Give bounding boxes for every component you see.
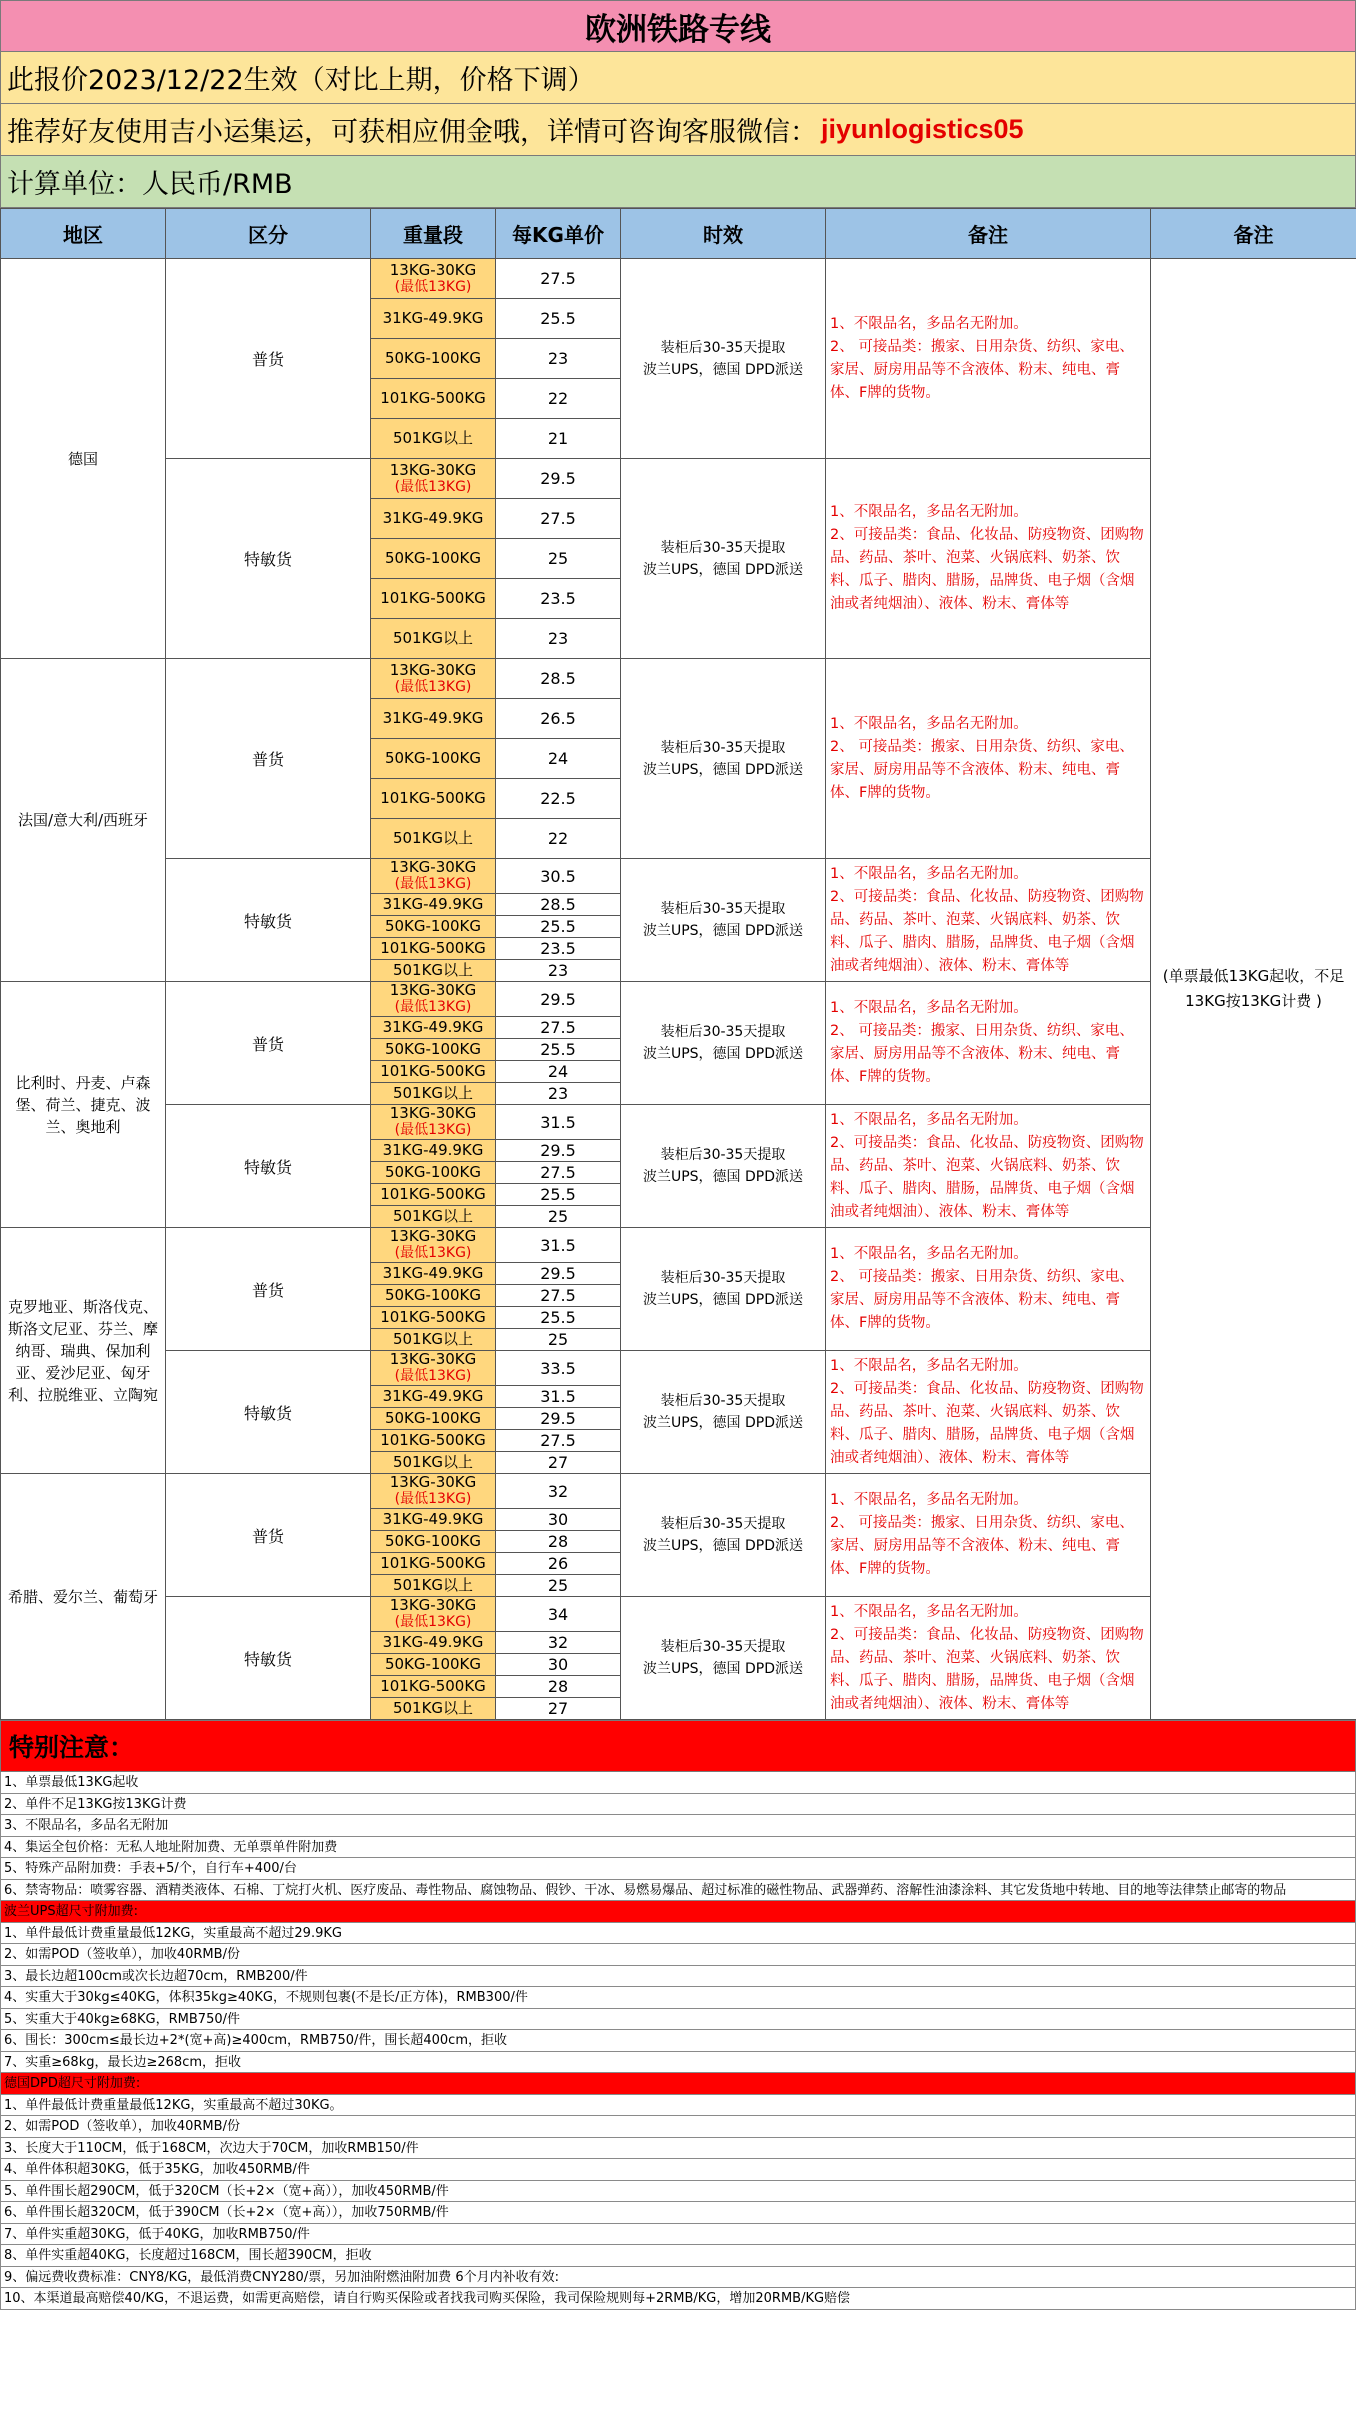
minimum-weight-label: (最低13KG) (394, 1614, 472, 1630)
ups-note-item: 6、围长：300cm≤最长边+2*(宽+高)≥400cm，RMB750/件，围长超400cm，拒收 (0, 2030, 1356, 2052)
weight-tier-cell (371, 459, 496, 499)
general-goods-note: 1、不限品名，多品名无附加。 2、 可接品类：搬家、日用杂货、纺织、家电、家居、厨房用品等不含液体、粉末、纯电、膏体、F牌的货物。 (826, 1474, 1151, 1597)
weight-tier-cell (371, 659, 496, 699)
minimum-weight-label: (最低13KG) (394, 278, 472, 295)
general-goods-note: 1、不限品名，多品名无附加。 2、 可接品类：搬家、日用杂货、纺织、家电、家居、厨房用品等不含液体、粉末、纯电、膏体、F牌的货物。 (826, 1228, 1151, 1351)
weight-tier-cell (371, 1474, 496, 1509)
weight-tier-cell (371, 938, 496, 960)
unit-price-cell: 25.5 (496, 1039, 621, 1061)
weight-tier-label: 31KG-49.9KG (382, 1633, 484, 1651)
category-cell: 普货 (166, 1228, 371, 1351)
region-cell: 比利时、丹麦、卢森堡、荷兰、捷克、波兰、奥地利 (1, 982, 166, 1228)
weight-tier-cell (371, 1162, 496, 1184)
weight-tier-label: 50KG-100KG (384, 1655, 482, 1673)
unit-price-cell: 30 (496, 1509, 621, 1531)
unit-price-cell: 24 (496, 1061, 621, 1083)
price-table (0, 208, 1356, 1720)
special-note-item: 5、特殊产品附加费：手表+5/个，自行车+400/台 (0, 1858, 1356, 1880)
weight-tier-cell (371, 1575, 496, 1597)
category-cell: 普货 (166, 659, 371, 859)
dpd-surcharge-header: 德国DPD超尺寸附加费: (0, 2073, 1356, 2095)
weight-tier-label: 501KG以上 (392, 961, 474, 979)
weight-tier-cell (371, 859, 496, 894)
weight-tier-label: 501KG以上 (392, 1453, 474, 1471)
unit-price-cell: 29.5 (496, 1408, 621, 1430)
weight-tier-label: 13KG-30KG (389, 1596, 477, 1614)
weight-tier-cell (371, 539, 496, 579)
ups-note-item: 2、如需POD（签收单），加收40RMB/份 (0, 1944, 1356, 1966)
region-cell: 德国 (1, 259, 166, 659)
general-goods-note: 1、不限品名，多品名无附加。 2、 可接品类：搬家、日用杂货、纺织、家电、家居、厨房用品等不含液体、粉末、纯电、膏体、F牌的货物。 (826, 982, 1151, 1105)
weight-tier-label: 13KG-30KG (389, 1104, 477, 1122)
category-cell: 普货 (166, 982, 371, 1105)
ups-surcharge-header: 波兰UPS超尺寸附加费: (0, 1901, 1356, 1923)
dpd-note-item: 5、单件围长超290CM，低于320CM（长+2×（宽+高）），加收450RMB/件 (0, 2181, 1356, 2203)
weight-tier-cell (371, 1597, 496, 1632)
weight-tier-label: 31KG-49.9KG (382, 309, 484, 327)
unit-price-cell: 28.5 (496, 894, 621, 916)
weight-tier-label: 13KG-30KG (389, 858, 477, 876)
weight-tier-label: 101KG-500KG (380, 389, 486, 407)
weight-tier-label: 13KG-30KG (389, 1227, 477, 1245)
unit-price-cell: 27.5 (496, 499, 621, 539)
general-goods-note: 1、不限品名，多品名无附加。 2、 可接品类：搬家、日用杂货、纺织、家电、家居、厨房用品等不含液体、粉末、纯电、膏体、F牌的货物。 (826, 259, 1151, 459)
referral-text: 推荐好友使用吉小运集运，可获相应佣金哦，详情可咨询客服微信： (7, 117, 817, 148)
weight-tier-cell (371, 259, 496, 299)
weight-tier-label: 50KG-100KG (384, 1286, 482, 1304)
unit-price-cell: 23 (496, 339, 621, 379)
category-cell: 普货 (166, 1474, 371, 1597)
weight-tier-label: 101KG-500KG (380, 589, 486, 607)
effective-notice: 此报价2023/12/22生效（对比上期，价格下调） (0, 52, 1356, 104)
unit-price-cell: 26 (496, 1553, 621, 1575)
special-note-item: 6、禁寄物品：喷雾容器、酒精类液体、石棉、丁烷打火机、医疗废品、毒性物品、腐蚀物品、假钞、干冰、易燃易爆品、超过标准的磁性物品、武器弹药、溶解性油漆涂料、其它发货地中转地、目的地等法律禁止邮寄的物品 (0, 1880, 1356, 1902)
weight-tier-cell (371, 1039, 496, 1061)
weight-tier-label: 50KG-100KG (384, 349, 482, 367)
unit-price-cell: 24 (496, 739, 621, 779)
weight-tier-cell (371, 1140, 496, 1162)
unit-price-cell: 25.5 (496, 299, 621, 339)
weight-tier-label: 50KG-100KG (384, 1409, 482, 1427)
category-cell: 特敏货 (166, 859, 371, 982)
weight-tier-label: 13KG-30KG (389, 981, 477, 999)
unit-price-cell: 27.5 (496, 1285, 621, 1307)
sensitive-goods-note: 1、不限品名，多品名无附加。 2、可接品类：食品、化妆品、防疫物资、团购物品、药品、茶叶、泡菜、火锅底料、奶茶、饮料、瓜子、腊肉、腊肠，品牌货、电子烟（含烟油或者纯烟油）、液体、粉末、膏体等 (826, 1597, 1151, 1720)
unit-price-cell: 27.5 (496, 259, 621, 299)
region-cell: 克罗地亚、斯洛伐克、斯洛文尼亚、芬兰、摩纳哥、瑞典、保加利亚、爱沙尼亚、匈牙利、拉脱维亚、立陶宛 (1, 1228, 166, 1474)
weight-tier-cell (371, 1351, 496, 1386)
unit-price-cell: 29.5 (496, 1140, 621, 1162)
weight-tier-cell (371, 1017, 496, 1039)
sensitive-goods-note: 1、不限品名，多品名无附加。 2、可接品类：食品、化妆品、防疫物资、团购物品、药品、茶叶、泡菜、火锅底料、奶茶、饮料、瓜子、腊肉、腊肠，品牌货、电子烟（含烟油或者纯烟油）、液体、粉末、膏体等 (826, 859, 1151, 982)
weight-tier-label: 501KG以上 (392, 829, 474, 847)
weight-tier-cell (371, 894, 496, 916)
weight-tier-label: 31KG-49.9KG (382, 509, 484, 527)
unit-price-cell: 25.5 (496, 1307, 621, 1329)
dpd-note-item: 1、单件最低计费重量最低12KG，实重最高不超过30KG。 (0, 2095, 1356, 2117)
sensitive-goods-note: 1、不限品名，多品名无附加。 2、可接品类：食品、化妆品、防疫物资、团购物品、药品、茶叶、泡菜、火锅底料、奶茶、饮料、瓜子、腊肉、腊肠，品牌货、电子烟（含烟油或者纯烟油）、液体、粉末、膏体等 (826, 1351, 1151, 1474)
unit-price-cell: 29.5 (496, 459, 621, 499)
special-note-item: 4、集运全包价格：无私人地址附加费、无单票单件附加费 (0, 1837, 1356, 1859)
unit-price-cell: 25 (496, 1329, 621, 1351)
weight-tier-cell (371, 339, 496, 379)
transit-time-cell: 装柜后30-35天提取 波兰UPS，德国 DPD派送 (621, 1351, 826, 1474)
sensitive-goods-note: 1、不限品名，多品名无附加。 2、可接品类：食品、化妆品、防疫物资、团购物品、药品、茶叶、泡菜、火锅底料、奶茶、饮料、瓜子、腊肉、腊肠，品牌货、电子烟（含烟油或者纯烟油）、液体、粉末、膏体等 (826, 1105, 1151, 1228)
unit-price-cell: 31.5 (496, 1228, 621, 1263)
unit-price-cell: 21 (496, 419, 621, 459)
region-cell: 法国/意大利/西班牙 (1, 659, 166, 982)
weight-tier-cell (371, 1698, 496, 1720)
weight-tier-label: 101KG-500KG (380, 1062, 486, 1080)
col-header-remarks-2: 备注 (1151, 209, 1356, 259)
weight-tier-cell (371, 1386, 496, 1408)
ups-note-item: 3、最长边超100cm或次长边超70cm，RMB200/件 (0, 1966, 1356, 1988)
weight-tier-cell (371, 916, 496, 938)
weight-tier-cell (371, 1105, 496, 1140)
weight-tier-cell (371, 819, 496, 859)
minimum-weight-label: (最低13KG) (394, 1368, 472, 1384)
weight-tier-cell (371, 1632, 496, 1654)
transit-time-cell: 装柜后30-35天提取 波兰UPS，德国 DPD派送 (621, 1474, 826, 1597)
minimum-weight-label: (最低13KG) (394, 478, 472, 495)
minimum-weight-label: (最低13KG) (394, 876, 472, 892)
weight-tier-cell (371, 1654, 496, 1676)
weight-tier-label: 501KG以上 (392, 629, 474, 647)
dpd-note-item: 2、如需POD（签收单），加收40RMB/份 (0, 2116, 1356, 2138)
transit-time-cell: 装柜后30-35天提取 波兰UPS，德国 DPD派送 (621, 1228, 826, 1351)
ups-note-item: 1、单件最低计费重量最低12KG，实重最高不超过29.9KG (0, 1923, 1356, 1945)
weight-tier-label: 31KG-49.9KG (382, 709, 484, 727)
unit-price-cell: 23 (496, 619, 621, 659)
transit-time-cell: 装柜后30-35天提取 波兰UPS，德国 DPD派送 (621, 459, 826, 659)
category-cell: 特敏货 (166, 459, 371, 659)
sensitive-goods-note: 1、不限品名，多品名无附加。 2、可接品类：食品、化妆品、防疫物资、团购物品、药品、茶叶、泡菜、火锅底料、奶茶、饮料、瓜子、腊肉、腊肠，品牌货、电子烟（含烟油或者纯烟油）、液体、粉末、膏体等 (826, 459, 1151, 659)
unit-price-cell: 30.5 (496, 859, 621, 894)
dpd-note-item: 7、单件实重超30KG，低于40KG，加收RMB750/件 (0, 2224, 1356, 2246)
unit-price-cell: 25.5 (496, 916, 621, 938)
weight-tier-label: 101KG-500KG (380, 1185, 486, 1203)
unit-price-cell: 28.5 (496, 659, 621, 699)
weight-tier-label: 31KG-49.9KG (382, 1141, 484, 1159)
unit-price-cell: 26.5 (496, 699, 621, 739)
weight-tier-label: 101KG-500KG (380, 789, 486, 807)
weight-tier-cell (371, 739, 496, 779)
weight-tier-label: 101KG-500KG (380, 1554, 486, 1572)
col-header-category: 区分 (166, 209, 371, 259)
unit-price-cell: 27.5 (496, 1430, 621, 1452)
transit-time-cell: 装柜后30-35天提取 波兰UPS，德国 DPD派送 (621, 1597, 826, 1720)
weight-tier-cell (371, 779, 496, 819)
weight-tier-cell (371, 379, 496, 419)
col-header-transit: 时效 (621, 209, 826, 259)
ups-note-item: 7、实重≥68kg，最长边≥268cm，拒收 (0, 2052, 1356, 2074)
unit-price-cell: 28 (496, 1531, 621, 1553)
page-title: 欧洲铁路专线 (0, 0, 1356, 52)
weight-tier-label: 50KG-100KG (384, 1532, 482, 1550)
general-goods-note: 1、不限品名，多品名无附加。 2、 可接品类：搬家、日用杂货、纺织、家电、家居、厨房用品等不含液体、粉末、纯电、膏体、F牌的货物。 (826, 659, 1151, 859)
weight-tier-cell (371, 982, 496, 1017)
weight-tier-cell (371, 1083, 496, 1105)
weight-tier-label: 13KG-30KG (389, 1473, 477, 1491)
weight-tier-label: 50KG-100KG (384, 1163, 482, 1181)
weight-tier-label: 501KG以上 (392, 1207, 474, 1225)
minimum-weight-label: (最低13KG) (394, 999, 472, 1015)
minimum-weight-label: (最低13KG) (394, 1122, 472, 1138)
weight-tier-label: 501KG以上 (392, 1699, 474, 1717)
unit-price-cell: 30 (496, 1654, 621, 1676)
minimum-weight-label: (最低13KG) (394, 1245, 472, 1261)
transit-time-cell: 装柜后30-35天提取 波兰UPS，德国 DPD派送 (621, 1105, 826, 1228)
weight-tier-label: 31KG-49.9KG (382, 1018, 484, 1036)
weight-tier-cell (371, 419, 496, 459)
weight-tier-label: 501KG以上 (392, 1330, 474, 1348)
weight-tier-cell (371, 1509, 496, 1531)
unit-price-cell: 25.5 (496, 1184, 621, 1206)
dpd-note-item: 10、本渠道最高赔偿40/KG，不退运费，如需更高赔偿，请自行购买保险或者找我司购买保险，我司保险规则每+2RMB/KG，增加20RMB/KG赔偿 (0, 2288, 1356, 2310)
weight-tier-cell (371, 1285, 496, 1307)
category-cell: 特敏货 (166, 1597, 371, 1720)
weight-tier-cell (371, 960, 496, 982)
dpd-note-item: 3、长度大于110CM，低于168CM，次边大于70CM，加收RMB150/件 (0, 2138, 1356, 2160)
unit-price-cell: 27 (496, 1698, 621, 1720)
category-cell: 普货 (166, 259, 371, 459)
unit-price-cell: 22 (496, 379, 621, 419)
weight-tier-label: 31KG-49.9KG (382, 1387, 484, 1405)
table-row (1, 259, 1356, 299)
unit-price-cell: 27 (496, 1452, 621, 1474)
weight-tier-label: 101KG-500KG (380, 1677, 486, 1695)
unit-price-cell: 29.5 (496, 1263, 621, 1285)
currency-unit: 计算单位：人民币/RMB (0, 156, 1356, 208)
col-header-price: 每KG单价 (496, 209, 621, 259)
transit-time-cell: 装柜后30-35天提取 波兰UPS，德国 DPD派送 (621, 259, 826, 459)
unit-price-cell: 33.5 (496, 1351, 621, 1386)
weight-tier-label: 101KG-500KG (380, 1431, 486, 1449)
unit-price-cell: 31.5 (496, 1105, 621, 1140)
dpd-note-item: 4、单件体积超30KG，低于35KG，加收450RMB/件 (0, 2159, 1356, 2181)
unit-price-cell: 32 (496, 1474, 621, 1509)
minimum-weight-label: (最低13KG) (394, 678, 472, 695)
weight-tier-cell (371, 619, 496, 659)
weight-tier-label: 13KG-30KG (389, 260, 477, 279)
ups-note-item: 4、实重大于30kg≤40KG，体积35kg≥40KG，不规则包裹(不是长/正方体)，RMB300/件 (0, 1987, 1356, 2009)
weight-tier-cell (371, 1430, 496, 1452)
region-cell: 希腊、爱尔兰、葡萄牙 (1, 1474, 166, 1720)
unit-price-cell: 23 (496, 1083, 621, 1105)
weight-tier-cell (371, 1329, 496, 1351)
weight-tier-label: 101KG-500KG (380, 939, 486, 957)
weight-tier-label: 31KG-49.9KG (382, 895, 484, 913)
weight-tier-cell (371, 579, 496, 619)
unit-price-cell: 27.5 (496, 1017, 621, 1039)
minimum-weight-label: (最低13KG) (394, 1491, 472, 1507)
transit-time-cell: 装柜后30-35天提取 波兰UPS，德国 DPD派送 (621, 659, 826, 859)
weight-tier-cell (371, 1531, 496, 1553)
weight-tier-cell (371, 499, 496, 539)
unit-price-cell: 29.5 (496, 982, 621, 1017)
weight-tier-cell (371, 299, 496, 339)
weight-tier-cell (371, 1206, 496, 1228)
ups-note-item: 5、实重大于40kg≥68KG，RMB750/件 (0, 2009, 1356, 2031)
weight-tier-cell (371, 1553, 496, 1575)
col-header-weight: 重量段 (371, 209, 496, 259)
weight-tier-cell (371, 1452, 496, 1474)
transit-time-cell: 装柜后30-35天提取 波兰UPS，德国 DPD派送 (621, 859, 826, 982)
col-header-region: 地区 (1, 209, 166, 259)
unit-price-cell: 22.5 (496, 779, 621, 819)
weight-tier-cell (371, 1184, 496, 1206)
unit-price-cell: 23.5 (496, 579, 621, 619)
unit-price-cell: 25 (496, 539, 621, 579)
unit-price-cell: 25 (496, 1575, 621, 1597)
unit-price-cell: 22 (496, 819, 621, 859)
unit-price-cell: 23.5 (496, 938, 621, 960)
weight-tier-label: 31KG-49.9KG (382, 1264, 484, 1282)
dpd-note-item: 8、单件实重超40KG，长度超过168CM，围长超390CM，拒收 (0, 2245, 1356, 2267)
weight-tier-label: 13KG-30KG (389, 660, 477, 679)
weight-tier-label: 50KG-100KG (384, 549, 482, 567)
weight-tier-cell (371, 1263, 496, 1285)
dpd-note-item: 6、单件围长超320CM，低于390CM（长+2×（宽+高）），加收750RMB/件 (0, 2202, 1356, 2224)
unit-price-cell: 31.5 (496, 1386, 621, 1408)
unit-price-cell: 32 (496, 1632, 621, 1654)
weight-tier-label: 50KG-100KG (384, 1040, 482, 1058)
weight-tier-label: 50KG-100KG (384, 749, 482, 767)
special-note-item: 3、不限品名，多品名无附加 (0, 1815, 1356, 1837)
special-note-item: 2、单件不足13KG按13KG计费 (0, 1794, 1356, 1816)
special-notes-header: 特别注意： (0, 1720, 1356, 1772)
weight-tier-cell (371, 699, 496, 739)
unit-price-cell: 28 (496, 1676, 621, 1698)
weight-tier-cell (371, 1676, 496, 1698)
special-note-item: 1、单票最低13KG起收 (0, 1772, 1356, 1794)
weight-tier-label: 31KG-49.9KG (382, 1510, 484, 1528)
weight-tier-cell (371, 1061, 496, 1083)
weight-tier-label: 501KG以上 (392, 1084, 474, 1102)
weight-tier-label: 501KG以上 (392, 1576, 474, 1594)
category-cell: 特敏货 (166, 1351, 371, 1474)
weight-tier-label: 501KG以上 (392, 429, 474, 447)
wechat-id: jiyunlogistics05 (821, 114, 1024, 144)
weight-tier-label: 101KG-500KG (380, 1308, 486, 1326)
referral-banner (0, 104, 1356, 156)
col-header-remarks: 备注 (826, 209, 1151, 259)
unit-price-cell: 27.5 (496, 1162, 621, 1184)
unit-price-cell: 23 (496, 960, 621, 982)
weight-tier-cell (371, 1408, 496, 1430)
minimum-charge-note: (单票最低13KG起收，不足13KG按13KG计费 ) (1151, 259, 1356, 1720)
category-cell: 特敏货 (166, 1105, 371, 1228)
unit-price-cell: 25 (496, 1206, 621, 1228)
weight-tier-label: 13KG-30KG (389, 460, 477, 479)
unit-price-cell: 34 (496, 1597, 621, 1632)
weight-tier-label: 13KG-30KG (389, 1350, 477, 1368)
weight-tier-cell (371, 1228, 496, 1263)
transit-time-cell: 装柜后30-35天提取 波兰UPS，德国 DPD派送 (621, 982, 826, 1105)
weight-tier-label: 50KG-100KG (384, 917, 482, 935)
dpd-note-item: 9、偏远费收费标准：CNY8/KG，最低消费CNY280/票，另加油附燃油附加费 6个月内补收有效: (0, 2267, 1356, 2289)
weight-tier-cell (371, 1307, 496, 1329)
